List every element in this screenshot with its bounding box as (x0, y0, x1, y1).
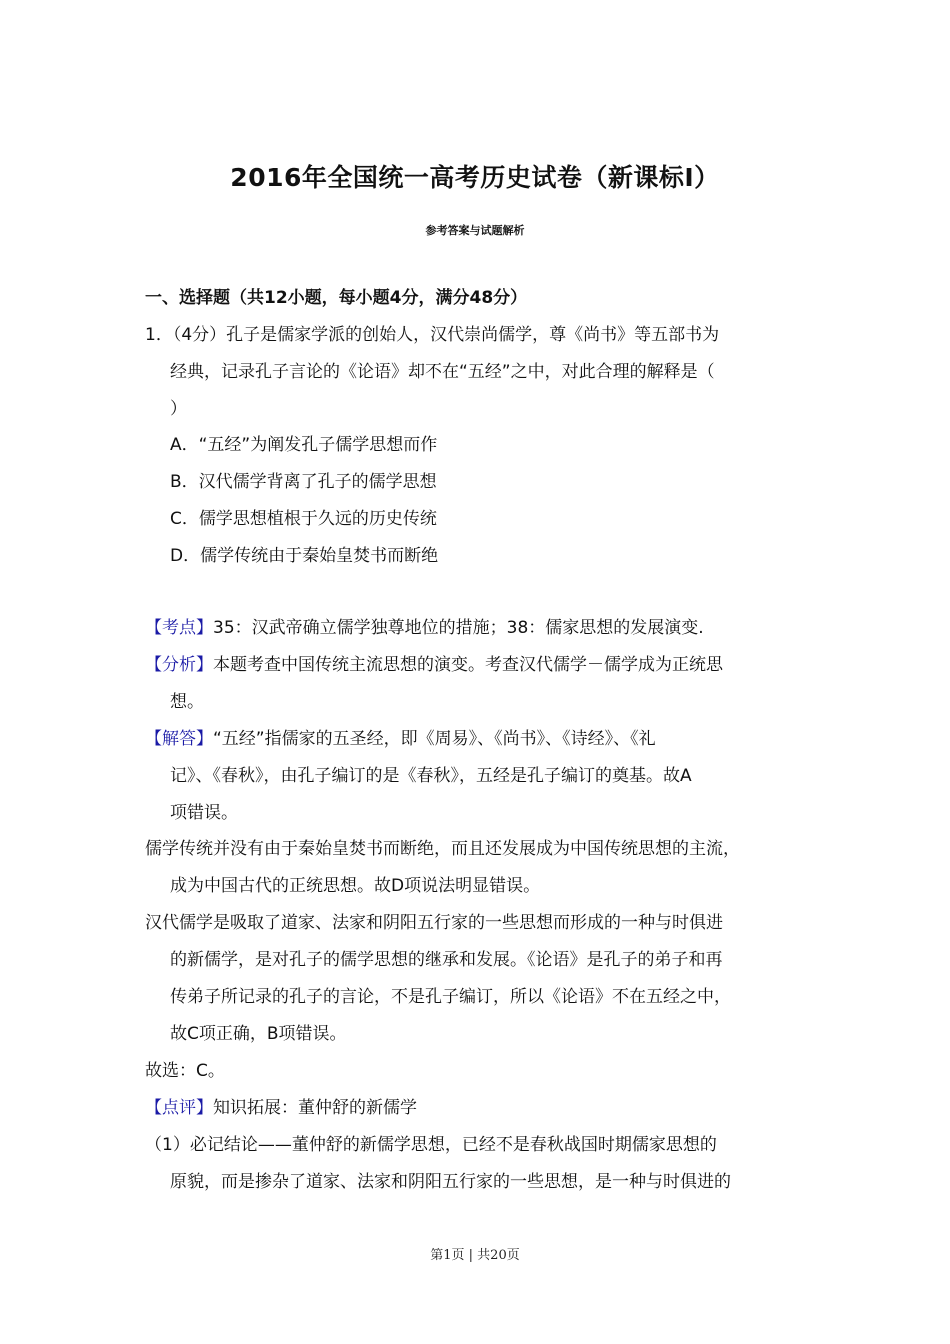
document-subtitle: 参考答案与试题解析 (425, 224, 525, 237)
fenxi-line2: 想。 (170, 692, 204, 712)
question-stem-line1: 1．（4分）孔子是儒家学派的创始人，汉代崇尚儒学，尊《尚书》等五部书为 (145, 325, 720, 345)
kaodian-line (145, 616, 704, 640)
dianping-point1-line1: （1）必记结论——董仲舒的新儒学思想，已经不是春秋战国时期儒家思想的 (145, 1135, 717, 1155)
fenxi-text: 本题考查中国传统主流思想的演变。考查汉代儒学－儒学成为正统思 (213, 655, 723, 675)
paragraph2-line2: 的新儒学，是对孔子的儒学思想的继承和发展。《论语》是孔子的弟子和再 (170, 950, 723, 970)
paragraph1-line2: 成为中国古代的正统思想。故D项说法明显错误。 (170, 876, 541, 896)
kaodian-text: 35：汉武帝确立儒学独尊地位的措施；38：儒家思想的发展演变. (213, 618, 704, 638)
paragraph2-line3: 传弟子所记录的孔子的言论，不是孔子编订，所以《论语》不在五经之中， (170, 987, 731, 1007)
paragraph2-line1: 汉代儒学是吸取了道家、法家和阴阳五行家的一些思想而形成的一种与时俱进 (145, 913, 723, 933)
jieda-line1 (145, 727, 656, 751)
option-d: D．儒学传统由于秦始皇焚书而断绝 (170, 546, 439, 566)
option-a: A．“五经”为阐发孔子儒学思想而作 (170, 435, 438, 455)
jieda-tag: 【解答】 (145, 729, 213, 749)
question-stem-line2: 经典，记录孔子言论的《论语》却不在“五经”之中，对此合理的解释是（ (170, 362, 715, 382)
jieda-line3: 项错误。 (170, 803, 238, 823)
question-stem-line3: ） (170, 399, 187, 419)
jieda-line2: 记》、《春秋》，由孔子编订的是《春秋》，五经是孔子编订的奠基。故A (170, 766, 692, 786)
document-title: 2016年全国统一高考历史试卷（新课标Ⅰ） (230, 163, 720, 192)
dianping-line (145, 1096, 417, 1120)
fenxi-tag: 【分析】 (145, 655, 213, 675)
section-heading: 一、选择题（共12小题，每小题4分，满分48分） (145, 288, 528, 308)
fenxi-line1 (145, 653, 723, 677)
page-footer: 第1页 | 共20页 (430, 1248, 520, 1263)
answer-line: 故选：C。 (145, 1061, 225, 1081)
dianping-text: 知识拓展：董仲舒的新儒学 (213, 1098, 417, 1118)
kaodian-tag: 【考点】 (145, 618, 213, 638)
paragraph1-line1: 儒学传统并没有由于秦始皇焚书而断绝，而且还发展成为中国传统思想的主流， (145, 839, 740, 859)
jieda-text: “五经”指儒家的五圣经，即《周易》、《尚书》、《诗经》、《礼 (213, 729, 656, 749)
dianping-tag: 【点评】 (145, 1098, 213, 1118)
option-c: C．儒学思想植根于久远的历史传统 (170, 509, 437, 529)
option-b: B．汉代儒学背离了孔子的儒学思想 (170, 472, 437, 492)
dianping-point1-line2: 原貌，而是掺杂了道家、法家和阴阳五行家的一些思想，是一种与时俱进的 (170, 1172, 731, 1192)
paragraph2-line4: 故C项正确，B项错误。 (170, 1024, 347, 1044)
